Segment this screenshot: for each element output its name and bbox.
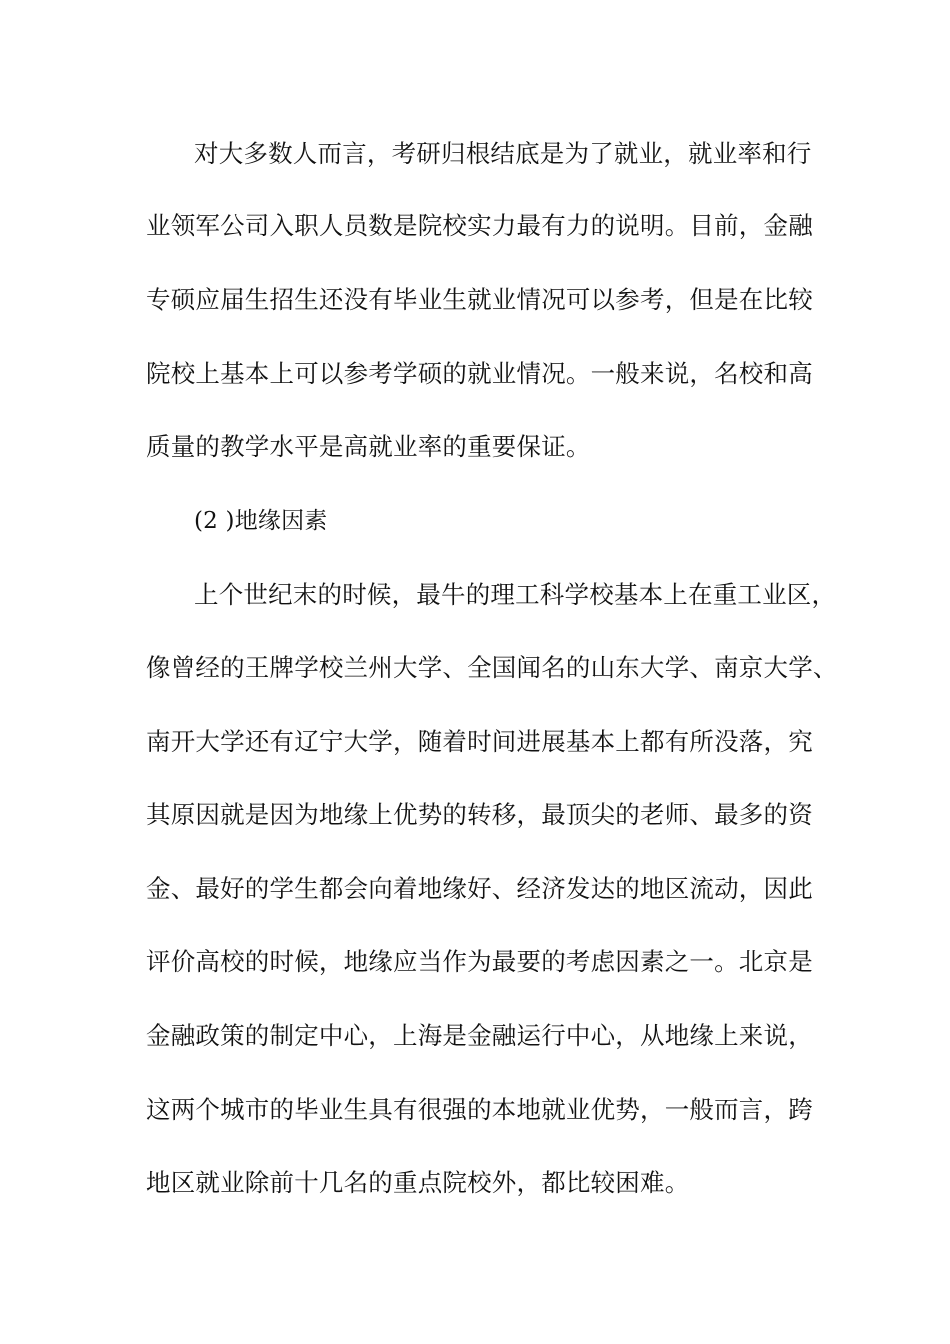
paragraph-1-line-1: 对大多数人而言，考研归根结底是为了就业，就业率和行	[194, 139, 812, 168]
paragraph-2-line-3: 南开大学还有辽宁大学，随着时间进展基本上都有所没落，究	[146, 727, 813, 756]
paragraph-1-line-4: 院校上基本上可以参考学硕的就业情况。一般来说，名校和高	[146, 359, 813, 388]
section-heading: (2 )地缘因素	[194, 508, 328, 534]
paragraph-2-line-6: 评价高校的时候，地缘应当作为最要的考虑因素之一。北京是	[146, 947, 813, 976]
paragraph-2-line-1: 上个世纪末的时候，最牛的理工科学校基本上在重工业区，	[194, 580, 837, 609]
paragraph-2-line-9: 地区就业除前十几名的重点院校外，都比较困难。	[146, 1168, 690, 1197]
paragraph-2-line-8: 这两个城市的毕业生具有很强的本地就业优势，一般而言，跨	[146, 1095, 813, 1124]
paragraph-2-line-2: 像曾经的王牌学校兰州大学、全国闻名的山东大学、南京大学、	[146, 653, 838, 682]
paragraph-1-line-2: 业领军公司入职人员数是院校实力最有力的说明。目前，金融	[146, 211, 813, 240]
paragraph-2-line-7: 金融政策的制定中心，上海是金融运行中心，从地缘上来说，	[146, 1021, 813, 1050]
paragraph-2-line-5: 金、最好的学生都会向着地缘好、经济发达的地区流动，因此	[146, 874, 813, 903]
paragraph-2-line-4: 其原因就是因为地缘上优势的转移，最顶尖的老师、最多的资	[146, 800, 813, 829]
paragraph-1-line-5: 质量的教学水平是高就业率的重要保证。	[146, 432, 591, 461]
paragraph-1-line-3: 专硕应届生招生还没有毕业生就业情况可以参考，但是在比较	[146, 285, 813, 314]
